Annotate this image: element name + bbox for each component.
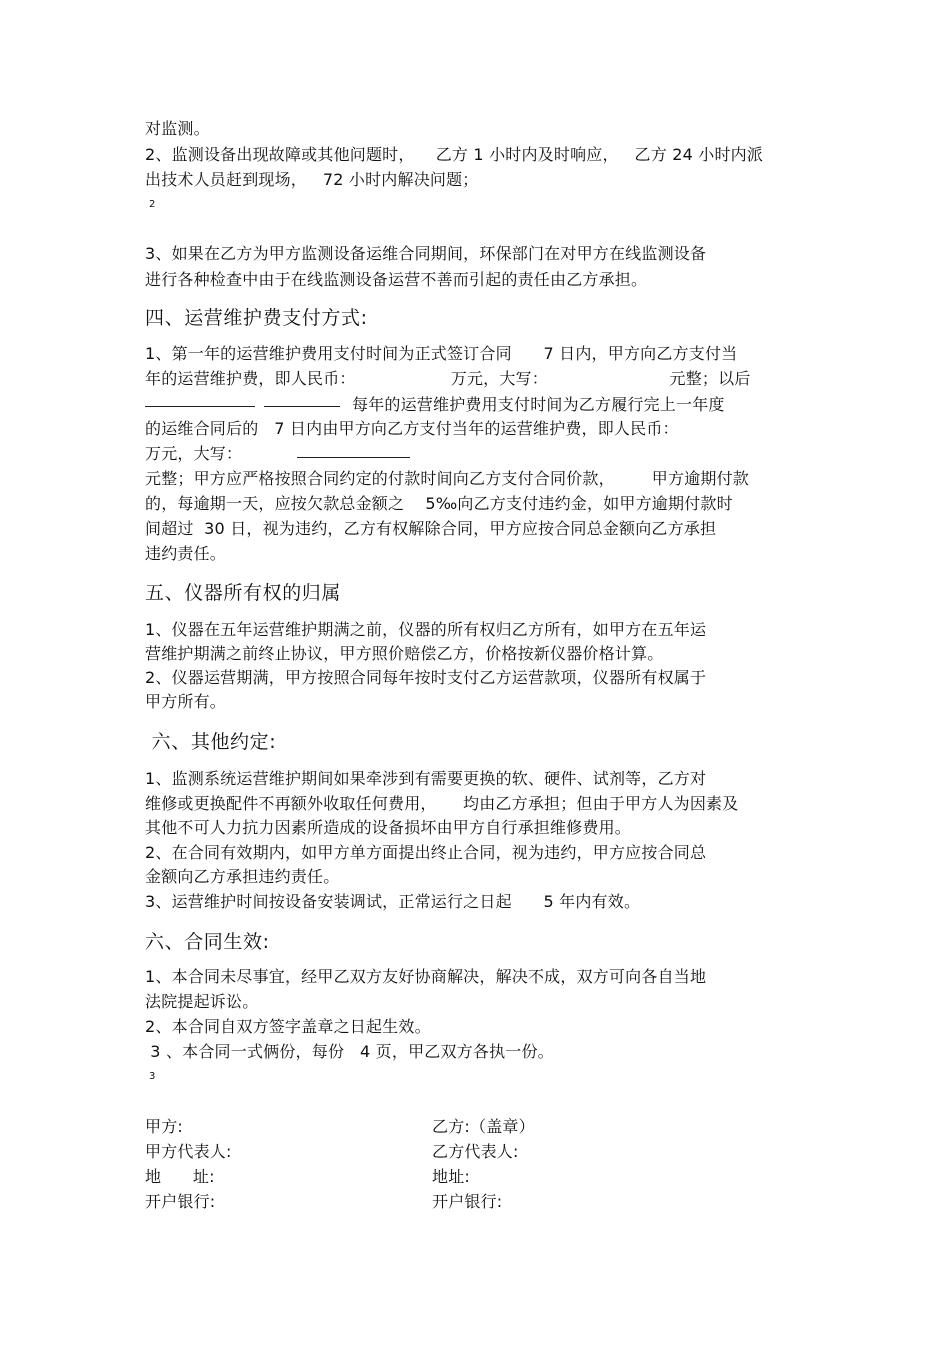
text-line: 元整；甲方应严格按照合同约定的付款时间向乙方支付合同价款， 甲方逾期付款 (145, 469, 750, 488)
signature-party-b: 乙方:（盖章） (432, 1117, 535, 1136)
text-line: 间超过 30 日，视为违约，乙方有权解除合同，甲方应按合同总金额向乙方承担 (145, 519, 717, 538)
text-line: 3、如果在乙方为甲方监测设备运维合同期间，环保部门在对甲方在线监测设备 (145, 244, 707, 263)
page-number: 3 (149, 1071, 156, 1082)
text-line: 1、第一年的运营维护费用支付时间为正式签订合同 7 日内，甲方向乙方支付当 (145, 344, 738, 363)
signature-address-a: 地 址: (145, 1167, 215, 1186)
text-line: 2、仪器运营期满，甲方按照合同每年按时支付乙方运营款项，仪器所有权属于 (145, 668, 707, 687)
signature-rep-b: 乙方代表人: (432, 1142, 519, 1161)
text-line: 2、监测设备出现故障或其他问题时， 乙方 1 小时内及时响应， 乙方 24 小时内派 (145, 145, 764, 164)
text-line: 营维护期满之前终止协议，甲方照价赔偿乙方，价格按新仪器价格计算。 (145, 644, 664, 663)
text-line: 维修或更换配件不再额外收取任何费用， 均由乙方承担；但由于甲方人为因素及 (145, 794, 739, 813)
page-number: 2 (149, 199, 156, 210)
text-line: 进行各种检查中由于在线监测设备运营不善而引起的责任由乙方承担。 (145, 270, 648, 289)
signature-rep-a: 甲方代表人: (145, 1142, 232, 1161)
text-line: 3 、本合同一式俩份，每份 4 页，甲乙双方各执一份。 (145, 1042, 554, 1061)
text-line: 3、运营维护时间按设备安装调试，正常运行之日起 5 年内有效。 (145, 892, 641, 911)
text-line: 1、仪器在五年运营维护期满之前，仪器的所有权归乙方所有，如甲方在五年运 (145, 620, 707, 639)
text-line: 的运维合同后的 7 日内由甲方向乙方支付当年的运营维护费，即人民币： (145, 419, 679, 438)
text-line: 对监测。 (145, 119, 210, 138)
text-line: 的，每逾期一天，应按欠款总金额之 5‰向乙方支付违约金，如甲方逾期付款时 (145, 494, 733, 513)
text-line: 出技术人员赶到现场， 72 小时内解决问题； (145, 170, 479, 189)
blank-underline (145, 406, 255, 407)
text-line: 1、监测系统运营维护期间如果牵涉到有需要更换的软、硬件、试剂等，乙方对 (145, 769, 707, 788)
text-line: 2、在合同有效期内，如甲方单方面提出终止合同，视为违约，甲方应按合同总 (145, 843, 707, 862)
text-line: 金额向乙方承担违约责任。 (145, 867, 340, 886)
text-line: 年的运营维护费，即人民币： 万元，大写： 元整；以后 (145, 369, 751, 388)
signature-party-a: 甲方: (145, 1117, 183, 1136)
text-line: 甲方所有。 (145, 692, 227, 711)
section-heading: 四、运营维护费支付方式: (145, 307, 368, 329)
text-line: 2、本合同自双方签字盖章之日起生效。 (145, 1017, 431, 1036)
signature-address-b: 地址: (432, 1167, 470, 1186)
text-line: 其他不可人力抗力因素所造成的设备损坏由甲方自行承担维修费用。 (145, 818, 632, 837)
blank-underline (264, 406, 340, 407)
section-heading: 五、仪器所有权的归属 (145, 582, 342, 604)
blank-underline (297, 457, 410, 458)
text-line: 违约责任。 (145, 544, 227, 563)
section-heading: 六、合同生效: (145, 931, 270, 953)
section-heading: 六、其他约定: (145, 731, 277, 753)
text-line: 1、本合同未尽事宜，经甲乙双方友好协商解决，解决不成，双方可向各自当地 (145, 967, 707, 986)
signature-bank-a: 开户银行: (145, 1192, 216, 1211)
text-line: 万元，大写： (145, 444, 243, 463)
text-line: 每年的运营维护费用支付时间为乙方履行完上一年度 (352, 395, 725, 414)
text-line: 法院提起诉讼。 (145, 992, 259, 1011)
signature-bank-b: 开户银行: (432, 1192, 503, 1211)
